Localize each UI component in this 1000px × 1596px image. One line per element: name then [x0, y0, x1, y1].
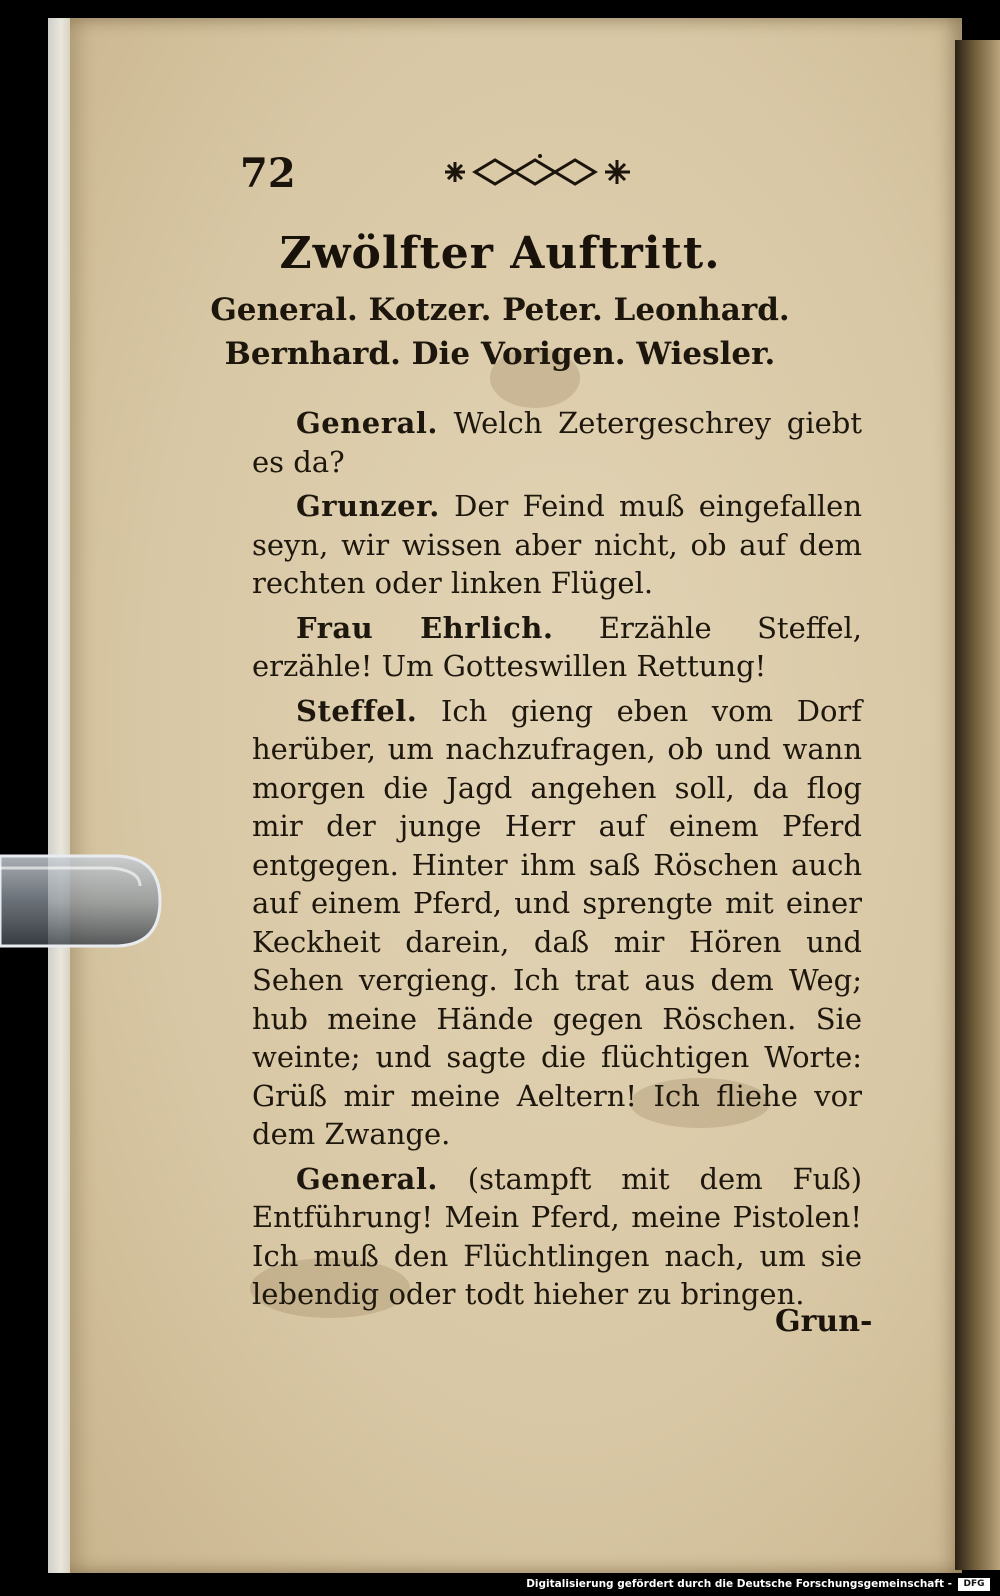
catchword: Grun-: [775, 1304, 873, 1339]
ornament-icon: [435, 152, 645, 192]
dialogue-text: Welch Zetergeschrey giebt es da?: [252, 406, 862, 479]
speaker-name: General.: [296, 406, 438, 440]
dialogue-block: [252, 404, 862, 1314]
scene-heading: Zwölfter Auftritt.: [279, 228, 721, 279]
dialogue-paragraph: [252, 1160, 862, 1314]
speaker-name: Frau Ehrlich.: [296, 610, 554, 645]
dialogue-text: Der Feind muß eingefallen seyn, wir wissen aber nicht, ob auf dem rechten oder linken Flügel.: [252, 489, 862, 600]
page-holder-clip-icon: [0, 838, 162, 964]
dialogue-text: Erzähle Steffel, erzähle! Um Gotteswillen Rettung!: [252, 610, 863, 683]
speaker-name: Grunzer.: [296, 489, 440, 523]
cast-list-line-1: General. Kotzer. Peter. Leonhard.: [210, 292, 790, 328]
page-header: [240, 148, 800, 202]
digitization-credit: Digitalisierung gefördert durch die Deutsche Forschungsgemeinschaft -: [526, 1578, 952, 1590]
dialogue-paragraph: [252, 404, 862, 481]
dialogue-paragraph: [252, 692, 862, 1154]
dialogue-paragraph: [252, 487, 862, 603]
cast-list-line-2: Bernhard. Die Vorigen. Wiesler.: [224, 336, 776, 372]
dfg-logo: DFG: [958, 1578, 990, 1591]
dialogue-paragraph: [252, 609, 862, 686]
speaker-name: Steffel.: [296, 693, 418, 728]
dialogue-text: (stampft mit dem Fuß) Entführung! Mein Pferd, meine Pistolen! Ich muß den Flüchtlingen nach, um sie lebendig oder todt hieher zu bringen.: [252, 1161, 863, 1311]
page-number: 72: [240, 150, 296, 197]
dialogue-text: Ich gieng eben vom Dorf herüber, um nachzufragen, ob und wann morgen die Jagd angehen soll, da flog mir der junge Herr auf einem Pferd entgegen. Hinter ihm saß Röschen auch auf einem Pferd, und sprengte mit einer Keckheit darein, daß mir Hören und Sehen vergieng. Ich trat aus dem Weg; hub meine Hände gegen Röschen. Sie weinte; und sagte die flüchtigen Worte: Grüß mir meine Aeltern! Ich fliehe vor dem Zwange.: [252, 693, 862, 1151]
speaker-name: General.: [296, 1161, 438, 1196]
